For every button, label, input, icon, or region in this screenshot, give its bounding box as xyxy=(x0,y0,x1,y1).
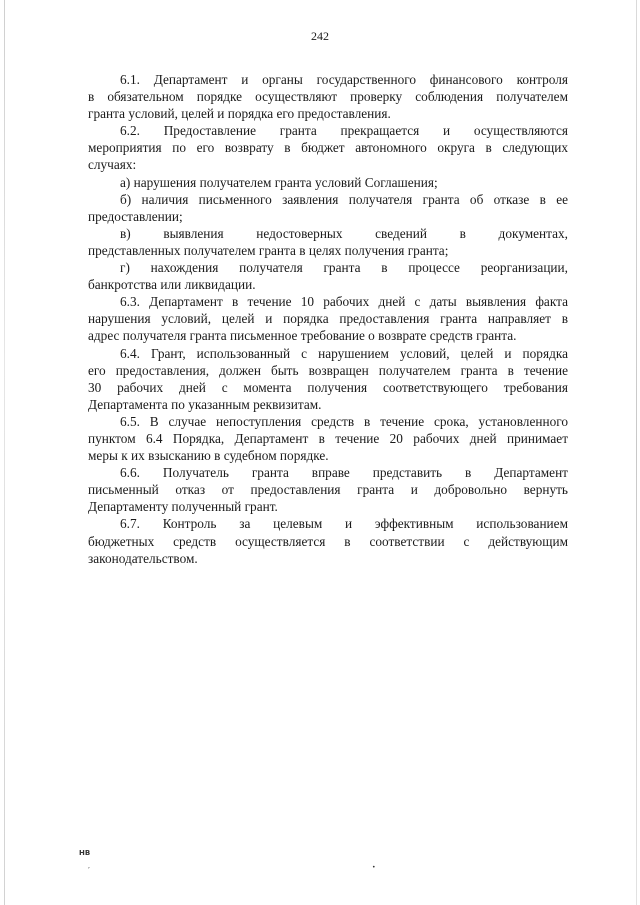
paragraph xyxy=(88,413,568,464)
paragraph-line: бюджетных средств осуществляется в соответствии с действующим xyxy=(88,533,568,549)
scan-edge-right xyxy=(636,0,637,905)
paragraph xyxy=(88,174,568,191)
paragraph-line: гранта условий, целей и порядка его предоставления. xyxy=(88,106,391,122)
paragraph xyxy=(88,191,568,225)
document-body xyxy=(88,71,568,567)
paragraph-line: 6.7. Контроль за целевым и эффективным использованием xyxy=(120,516,568,532)
paragraph-line: нарушения условий, целей и порядка предоставления гранта направляет в xyxy=(88,311,568,327)
paragraph-line: адрес получателя гранта письменное требование о возврате средств гранта. xyxy=(88,328,517,344)
paragraph-line: б) наличия письменного заявления получателя гранта об отказе в ее xyxy=(120,191,568,207)
paragraph xyxy=(88,464,568,515)
paragraph-line: г) нахождения получателя гранта в процессе реорганизации, xyxy=(120,260,568,276)
paragraph-line: в) выявления недостоверных сведений в документах, xyxy=(120,225,568,241)
paragraph xyxy=(88,259,568,293)
paragraph-line: пунктом 6.4 Порядка, Департамент в течение 20 рабочих дней принимает xyxy=(88,430,568,446)
paragraph-line: случаях: xyxy=(88,157,137,173)
paragraph-line: 6.4. Грант, использованный с нарушением условий, целей и порядка xyxy=(120,345,568,361)
paragraph xyxy=(88,515,568,566)
scan-mark-comma: , xyxy=(88,863,90,870)
paragraph-line: его предоставления, должен быть возвращен получателем гранта в течение xyxy=(88,362,568,378)
paragraph xyxy=(88,293,568,344)
paragraph-line: предоставлении; xyxy=(88,208,183,224)
paragraph xyxy=(88,225,568,259)
paragraph-line: 30 рабочих дней с момента получения соответствующего требования xyxy=(88,379,568,395)
paragraph-line: 6.1. Департамент и органы государственного финансового контроля xyxy=(120,72,568,87)
paragraph-line: а) нарушения получателем гранта условий Соглашения; xyxy=(120,174,438,190)
scan-mark-dot: • xyxy=(372,864,376,871)
paragraph-line: представленных получателем гранта в целях получения гранта; xyxy=(88,242,449,258)
scan-edge-left xyxy=(4,0,5,905)
paragraph-line: законодательством. xyxy=(88,550,198,566)
paragraph xyxy=(88,345,568,413)
paragraph xyxy=(88,71,568,122)
paragraph-line: в обязательном порядке осуществляют проверку соблюдения получателем xyxy=(88,89,568,105)
paragraph-line: 6.2. Предоставление гранта прекращается и осуществляются xyxy=(120,123,568,139)
page-number: 242 xyxy=(311,29,329,43)
paragraph xyxy=(88,122,568,173)
paragraph-line: мероприятия по его возврату в бюджет автономного округа в следующих xyxy=(88,140,568,156)
scan-mark-initials: НВ xyxy=(79,849,91,857)
paragraph-line: меры к их взысканию в судебном порядке. xyxy=(88,448,329,464)
paragraph-line: 6.6. Получатель гранта вправе представить в Департамент xyxy=(120,465,568,481)
paragraph-line: банкротства или ликвидации. xyxy=(88,277,256,293)
paragraph-line: 6.3. Департамент в течение 10 рабочих дней с даты выявления факта xyxy=(120,294,568,310)
paragraph-line: Департаменту полученный грант. xyxy=(88,499,278,515)
paragraph-line: 6.5. В случае непоступления средств в течение срока, установленного xyxy=(120,413,568,429)
paragraph-line: письменный отказ от предоставления гранта и добровольно вернуть xyxy=(88,482,568,498)
paragraph-line: Департамента по указанным реквизитам. xyxy=(88,396,322,412)
